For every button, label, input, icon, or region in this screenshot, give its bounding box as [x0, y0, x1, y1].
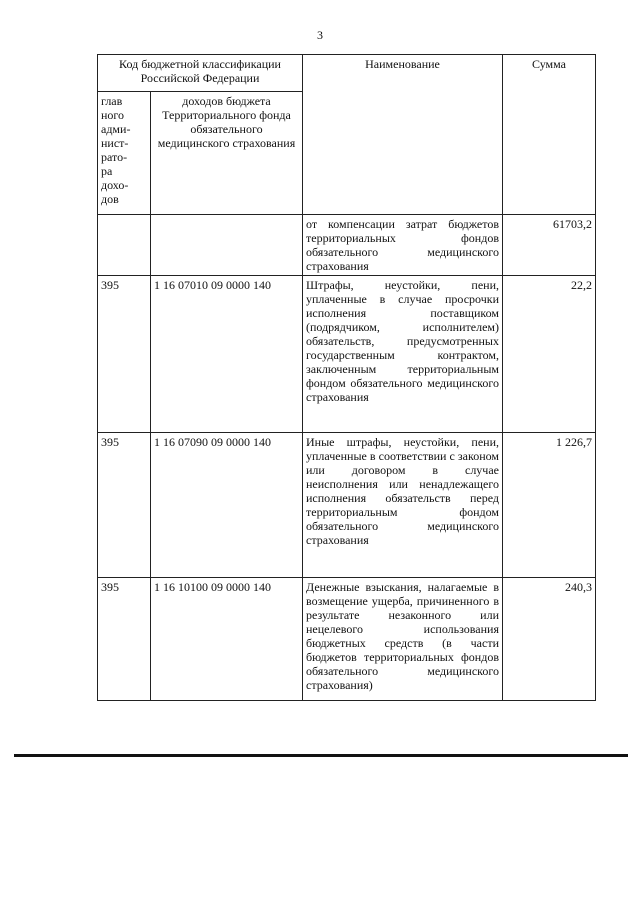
header-admin	[98, 92, 151, 215]
table-row	[98, 276, 596, 433]
header-admin-text: глав ного адми- нист- рато- ра дохо- дов	[101, 94, 131, 206]
horizontal-rule	[14, 754, 628, 757]
row-code	[151, 215, 303, 276]
row-name: Денежные взыскания, налагаемые в возмещение ущерба, причиненного в результате незаконного или нецелевого использования бюджетных средств (в части бюджетов территориальных фондов обязательного медицинского страхования)	[303, 578, 503, 701]
row-name: от компенсации затрат бюджетов территориальных фондов обязательного медицинского страхования	[303, 215, 503, 276]
row-sum: 61703,2	[503, 215, 596, 276]
table-row	[98, 578, 596, 701]
header-name: Наименование	[303, 55, 503, 215]
row-sum: 22,2	[503, 276, 596, 433]
table-row	[98, 215, 596, 276]
row-sum: 1 226,7	[503, 433, 596, 578]
row-admin: 395	[98, 276, 151, 433]
row-code: 1 16 10100 09 0000 140	[151, 578, 303, 701]
row-admin	[98, 215, 151, 276]
table-row	[98, 433, 596, 578]
budget-classification-table	[97, 54, 596, 701]
row-code: 1 16 07090 09 0000 140	[151, 433, 303, 578]
page-number: 3	[317, 28, 323, 42]
row-code: 1 16 07010 09 0000 140	[151, 276, 303, 433]
header-sum: Сумма	[503, 55, 596, 215]
row-admin: 395	[98, 578, 151, 701]
header-income: доходов бюджета Территориального фонда обязательного медицинского страхования	[151, 92, 303, 215]
row-sum: 240,3	[503, 578, 596, 701]
row-name: Штрафы, неустойки, пени, уплаченные в случае просрочки исполнения поставщиком (подрядчиком, исполнителем) обязательств, предусмотренных государственным контрактом, заключенным территориальным фондом обязательного медицинского страхования	[303, 276, 503, 433]
row-admin: 395	[98, 433, 151, 578]
row-name: Иные штрафы, неустойки, пени, уплаченные в соответствии с законом или договором в случае неисполнения или ненадлежащего исполнения обязательств перед территориальным фондом обязательного медицинского страхования	[303, 433, 503, 578]
header-classification: Код бюджетной классификации Российской Федерации	[98, 55, 303, 92]
